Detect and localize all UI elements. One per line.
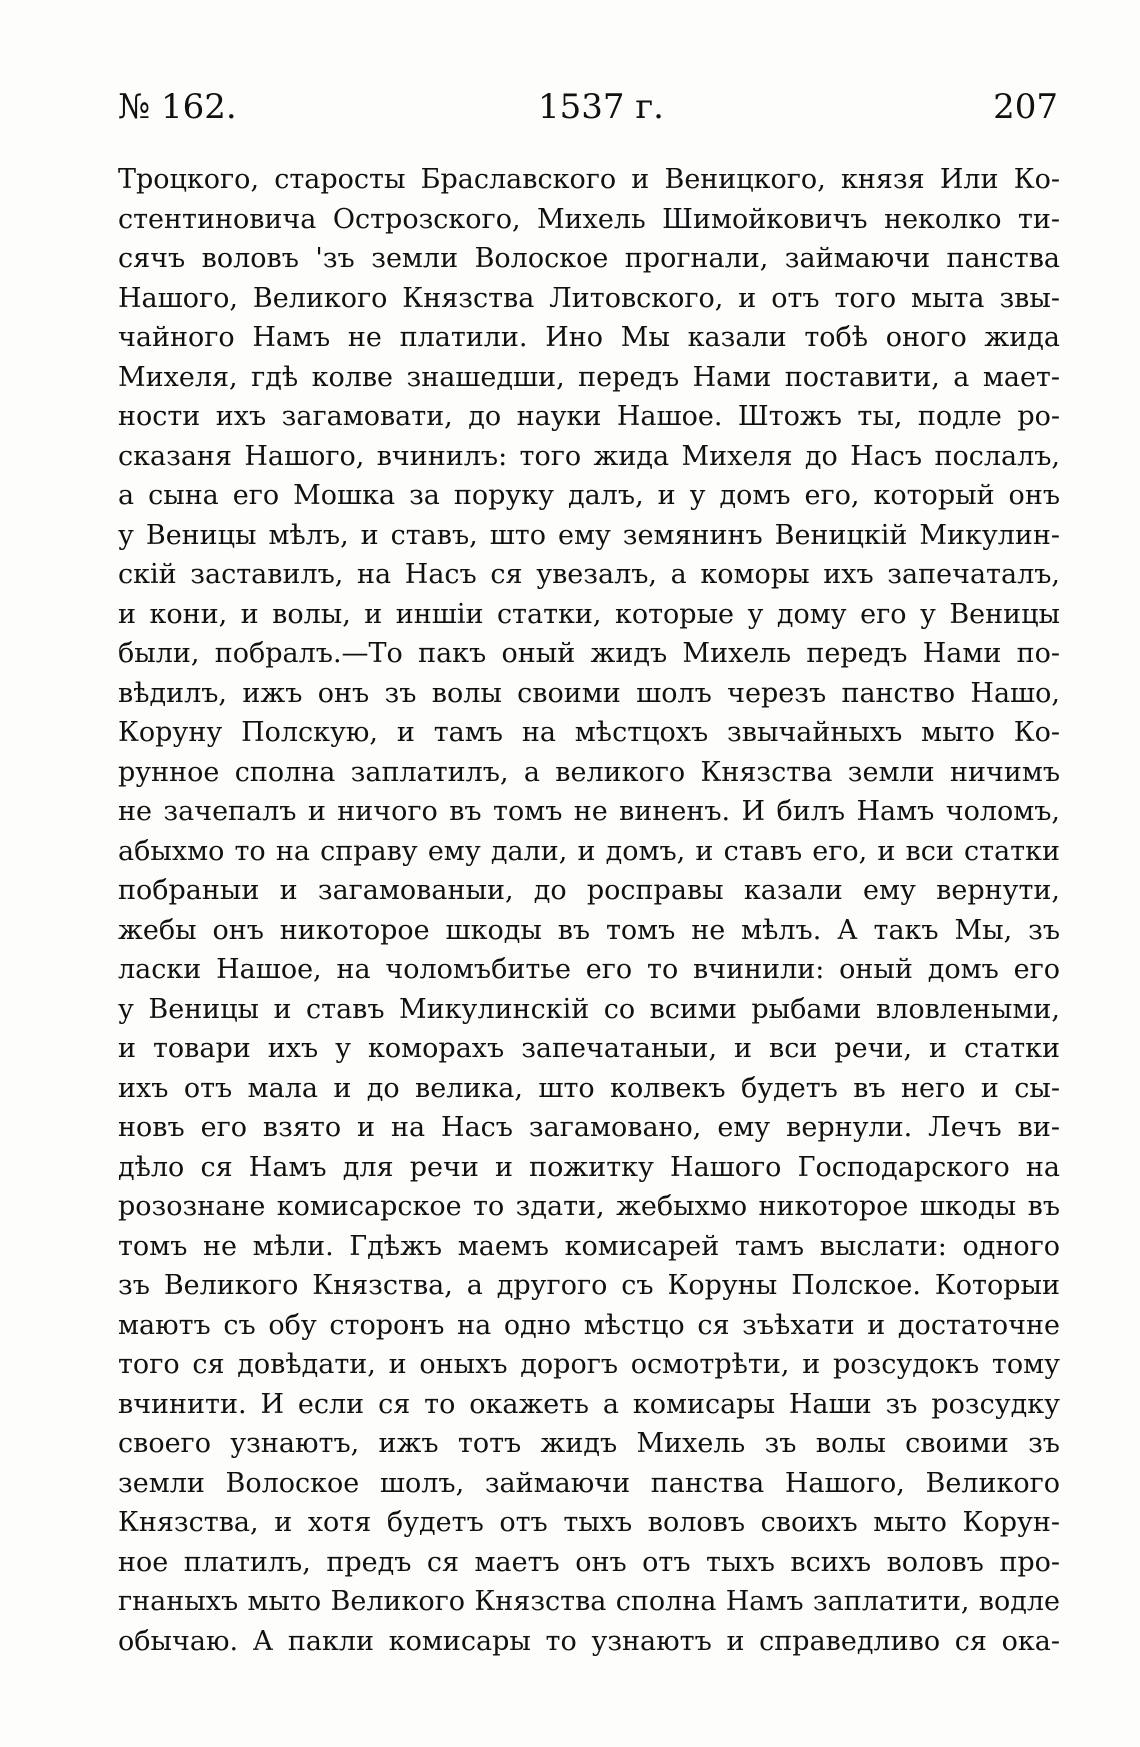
text-line: Троцкого, старосты Браславского и Веницкого, князя Или Ко- xyxy=(118,164,1060,195)
text-line: обычаю. А пакли комисары то узнаютъ и справедливо ся ока- xyxy=(118,1625,1060,1657)
text-line: своего узнаютъ, ижъ тотъ жидъ Михель зъ волы своими зъ xyxy=(118,1428,1060,1459)
text-line: розознане комисарское то здати, жебыхмо никоторое шкоды въ xyxy=(118,1191,1060,1222)
text-line: чайного Намъ не платили. Ино Мы казали тобѣ оного жида xyxy=(118,322,1060,353)
text-line: Князства, и хотя будетъ отъ тыхъ воловъ своихъ мыто Корун- xyxy=(118,1507,1060,1538)
text-line: томъ не мѣли. Гдѣжъ маемъ комисарей тамъ выслати: одного xyxy=(118,1230,1060,1262)
text-line: ласки Нашое, на чоломъбитье его то вчинили: оный домъ его xyxy=(118,954,1060,985)
text-line: ихъ отъ мала и до велика, што колвекъ будетъ въ него и сы- xyxy=(118,1072,1060,1104)
text-line: и товари ихъ у коморахъ запечатаныи, и вси речи, и статки xyxy=(118,1033,1060,1064)
text-line: земли Волоское шолъ, займаючи панства Нашого, Великого xyxy=(118,1467,1060,1499)
text-line: а сына его Мошка за поруку далъ, и у домъ его, который онъ xyxy=(118,480,1060,511)
text-line: Михеля, гдѣ колве знашедши, передъ Нами поставити, а мает- xyxy=(118,361,1060,393)
text-line: новъ его взято и на Насъ загамовано, ему вернули. Лечъ ви- xyxy=(118,1112,1060,1143)
page-header xyxy=(118,82,1058,132)
text-line: сказаня Нашого, вчинилъ: того жида Михеля до Насъ послалъ, xyxy=(118,440,1060,472)
text-line: ности ихъ загамовати, до науки Нашое. Штожъ ты, подле ро- xyxy=(118,401,1060,432)
document-number: № 162. xyxy=(118,87,237,127)
text-line: сячъ воловъ 'зъ земли Волоское прогнали, займаючи панства xyxy=(118,243,1060,274)
text-line: скій заставилъ, на Насъ ся увезалъ, а коморы ихъ запечаталъ, xyxy=(118,559,1060,590)
text-line: того ся довѣдати, и оныхъ дорогъ осмотрѣти, и розсудокъ тому xyxy=(118,1349,1060,1380)
text-line: были, побралъ.—То пакъ оный жидъ Михель передъ Нами по- xyxy=(118,638,1060,669)
page-number: 207 xyxy=(993,87,1058,127)
text-line: побраныи и загамованыи, до росправы казали ему вернути, xyxy=(118,875,1060,906)
body-text xyxy=(118,160,1060,1661)
text-line: вчинити. И если ся то окажеть а комисары Наши зъ розсудку xyxy=(118,1388,1060,1420)
text-line: зъ Великого Князства, а другого съ Коруны Полское. Которыи xyxy=(118,1270,1060,1301)
text-line: у Веницы и ставъ Микулинскій со всими рыбами вловлеными, xyxy=(118,993,1060,1025)
text-line: Нашого, Великого Князства Литовского, и отъ того мыта звы- xyxy=(118,282,1060,314)
text-line: и кони, и волы, и иншіи статки, которые у дому его у Веницы xyxy=(118,598,1060,630)
text-line: маютъ съ обу сторонъ на одно мѣстцо ся зъѣхати и достаточне xyxy=(118,1309,1060,1341)
text-line: жебы онъ никоторое шкоды въ томъ не мѣлъ. А такъ Мы, зъ xyxy=(118,914,1060,946)
text-line: абыхмо то на справу ему дали, и домъ, и ставъ его, и вси статки xyxy=(118,835,1060,867)
text-line: не зачепалъ и ничого въ томъ не виненъ. И билъ Намъ чоломъ, xyxy=(118,796,1060,827)
text-line: рунное сполна заплатилъ, а великого Князства земли ничимъ xyxy=(118,756,1060,788)
text-line: стентиновича Острозского, Михель Шимойковичъ неколко ти- xyxy=(118,203,1060,235)
text-line: ное платилъ, предъ ся маетъ онъ отъ тыхъ всихъ воловъ про- xyxy=(118,1546,1060,1578)
text-line: Коруну Полскую, и тамъ на мѣстцохъ звычайныхъ мыто Ко- xyxy=(118,717,1060,748)
text-line: вѣдилъ, ижъ онъ зъ волы своими шолъ черезъ панство Нашо, xyxy=(118,677,1060,709)
text-line: у Веницы мѣлъ, и ставъ, што ему земянинъ Веницкій Микулин- xyxy=(118,519,1060,551)
document-year: 1537 г. xyxy=(538,87,664,127)
text-line: гнаныхъ мыто Великого Князства сполна Намъ заплатити, водле xyxy=(118,1586,1060,1617)
text-line: дѣло ся Намъ для речи и пожитку Нашого Господарского на xyxy=(118,1151,1060,1183)
